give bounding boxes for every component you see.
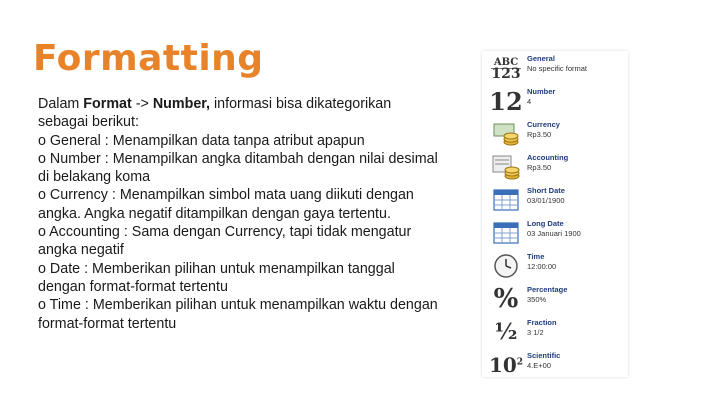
format-name: Scientific	[527, 351, 561, 360]
format-sample: Rp3.50	[527, 163, 552, 172]
number-icon-text: 12	[489, 86, 523, 116]
calendar-icon	[490, 185, 522, 215]
format-name: Accounting	[527, 153, 569, 162]
intro-format-label: Format	[83, 96, 132, 112]
format-sample: 4.E+00	[527, 361, 551, 370]
format-name: Short Date	[527, 186, 565, 195]
fraction-icon-text: ½	[494, 319, 518, 345]
format-sample: 350%	[527, 295, 547, 304]
currency-coins-icon	[490, 119, 522, 149]
bullet-date: o Date : Memberikan pilihan untuk menampilkan tanggal dengan format-format tertentu	[38, 260, 395, 295]
calendar-icon	[490, 218, 522, 248]
format-item-number[interactable]	[482, 84, 628, 117]
number-format-panel	[482, 51, 628, 377]
bullet-time: o Time : Memberikan pilihan untuk menampilkan waktu dengan format-format tertentu	[38, 297, 438, 332]
bullet-currency: o Currency : Menampilkan simbol mata uang diikuti dengan angka. Angka negatif ditampilkan dengan gaya tertentu.	[38, 187, 414, 222]
format-name: Long Date	[527, 219, 564, 228]
format-sample: Rp3.50	[527, 130, 552, 139]
format-item-time[interactable]	[482, 249, 628, 282]
format-sample: 03/01/1900	[527, 196, 565, 205]
intro-number-label: Number,	[152, 96, 211, 112]
intro-arrow: ->	[131, 96, 153, 112]
bullet-accounting: o Accounting : Sama dengan Currency, tapi tidak mengatur angka negatif	[38, 224, 412, 259]
slide-title: Formatting	[33, 38, 264, 79]
format-item-long-date[interactable]	[482, 216, 628, 249]
format-item-general[interactable]	[482, 51, 628, 84]
format-sample: 4	[527, 97, 532, 106]
accounting-coins-icon	[490, 152, 522, 182]
clock-icon	[490, 251, 522, 281]
format-item-short-date[interactable]	[482, 183, 628, 216]
fraction-icon	[490, 317, 522, 347]
bullet-general: o General : Menampilkan data tanpa atribut apapun	[38, 132, 365, 149]
format-name: General	[527, 54, 555, 63]
123-icon-text: 123	[491, 65, 521, 82]
format-name: Percentage	[527, 285, 568, 294]
format-sample: 12:00:00	[527, 262, 557, 271]
format-item-fraction[interactable]	[482, 315, 628, 348]
format-item-percentage[interactable]	[482, 282, 628, 315]
number-12-icon	[490, 86, 522, 116]
format-item-accounting[interactable]	[482, 150, 628, 183]
format-name: Fraction	[527, 318, 557, 327]
format-name: Number	[527, 87, 556, 96]
scientific-icon	[490, 350, 522, 380]
intro-prefix: Dalam	[38, 96, 84, 112]
format-sample: No specific format	[527, 64, 588, 73]
intro-paragraph	[38, 95, 438, 132]
format-name: Time	[527, 252, 545, 261]
format-sample: 03 Januari 1900	[527, 229, 581, 238]
percent-icon-text: %	[493, 284, 519, 314]
format-name: Currency	[527, 120, 560, 129]
scientific-icon-exponent: 2	[516, 357, 524, 368]
format-sample: 3 1/2	[527, 328, 544, 337]
slide-body-text	[38, 95, 438, 333]
abc-icon-text: ABC	[493, 56, 519, 68]
intro-suffix: informasi bisa dikategorikan sebagai berikut:	[38, 96, 392, 131]
format-item-currency[interactable]	[482, 117, 628, 150]
bullet-number: o Number : Menampilkan angka ditambah dengan nilai desimal di belakang koma	[38, 150, 438, 186]
scientific-icon-base: 10	[488, 353, 517, 377]
format-item-scientific[interactable]	[482, 348, 628, 381]
abc-123-icon	[490, 53, 522, 83]
percent-icon	[490, 284, 522, 314]
